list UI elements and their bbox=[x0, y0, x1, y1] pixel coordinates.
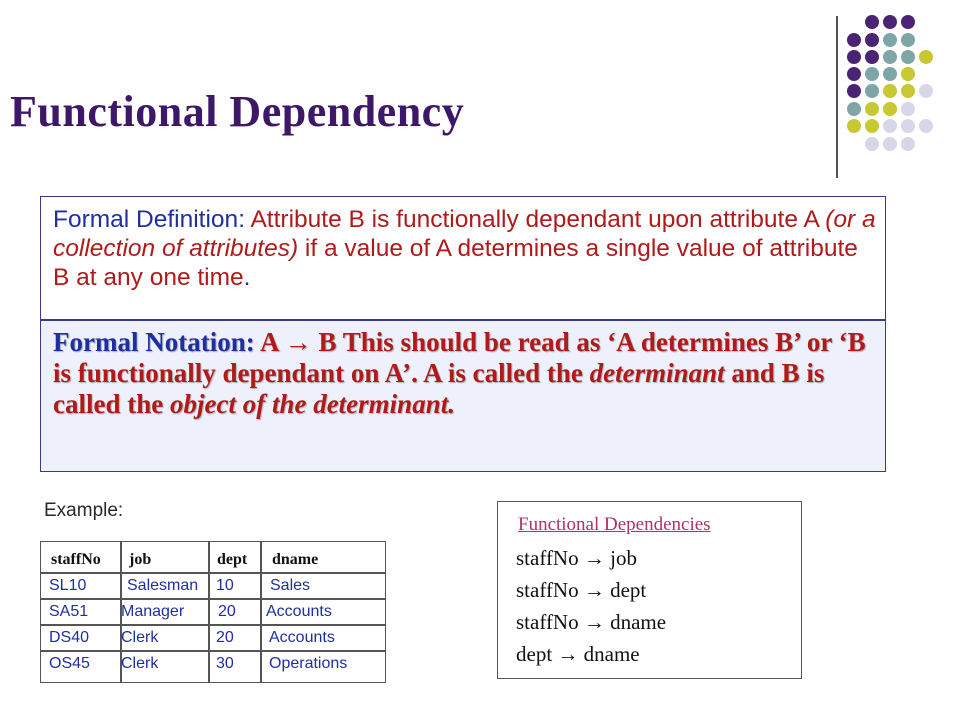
notation-box bbox=[40, 320, 886, 472]
dependency-rhs: dept bbox=[610, 578, 647, 602]
table-row bbox=[41, 626, 385, 651]
table-cell: Operations bbox=[269, 655, 348, 672]
column-header: staffNo bbox=[51, 551, 101, 568]
decorative-dot bbox=[865, 67, 879, 81]
decorative-dot bbox=[883, 15, 897, 29]
table-cell: Salesman bbox=[127, 577, 199, 594]
table-cell: 20 bbox=[216, 629, 234, 646]
table-cell: Clerk bbox=[121, 655, 159, 672]
decorative-dot bbox=[847, 84, 861, 98]
dependency-rhs: dname bbox=[610, 610, 667, 634]
decorative-dot bbox=[865, 137, 879, 151]
decorative-dot bbox=[847, 50, 861, 64]
notation-colon: : bbox=[245, 327, 255, 357]
decorative-dot bbox=[883, 84, 897, 98]
decorative-dot bbox=[901, 84, 915, 98]
decorative-dot bbox=[901, 119, 915, 133]
notation-italic-1: determinant bbox=[589, 358, 725, 388]
decorative-dot bbox=[865, 119, 879, 133]
column-header: dept bbox=[217, 551, 248, 568]
table-cell: Manager bbox=[121, 603, 185, 620]
decorative-dot bbox=[847, 33, 861, 47]
decorative-dot bbox=[901, 15, 915, 29]
column-header: job bbox=[129, 551, 152, 568]
dependency-lhs: dept bbox=[516, 642, 553, 666]
decorative-dot bbox=[901, 67, 915, 81]
dependency-lhs: staffNo bbox=[516, 578, 579, 602]
decorative-dot bbox=[883, 50, 897, 64]
slide-title: Functional Dependency bbox=[10, 87, 465, 136]
dependencies-title: Functional Dependencies bbox=[518, 514, 711, 535]
table-row bbox=[41, 652, 385, 677]
dependency-lhs: staffNo bbox=[516, 546, 579, 570]
decorative-dot bbox=[883, 137, 897, 151]
decorative-divider bbox=[836, 16, 838, 178]
arrow-icon: → bbox=[557, 642, 579, 666]
definition-text-2: if a value of A determines a single value of attribute B at any one time bbox=[53, 235, 858, 291]
decorative-dot-grid bbox=[836, 10, 960, 180]
decorative-dot bbox=[883, 102, 897, 116]
dependency-item bbox=[516, 546, 637, 571]
table-cell: 20 bbox=[218, 603, 236, 620]
table-cell: SA51 bbox=[49, 603, 89, 620]
column-header: dname bbox=[272, 551, 319, 568]
decorative-dot bbox=[901, 50, 915, 64]
decorative-dot bbox=[901, 33, 915, 47]
dependency-item bbox=[516, 610, 666, 635]
decorative-dot bbox=[919, 50, 933, 64]
decorative-dot bbox=[901, 102, 915, 116]
dependency-item bbox=[516, 642, 640, 667]
definition-box bbox=[40, 196, 886, 320]
decorative-dot bbox=[883, 67, 897, 81]
table-cell: Sales bbox=[270, 577, 311, 594]
dependency-rhs: dname bbox=[583, 642, 640, 666]
decorative-dot bbox=[847, 102, 861, 116]
notation-lead: Formal Notation bbox=[53, 327, 246, 357]
arrow-icon: → bbox=[583, 578, 605, 602]
dependency-item bbox=[516, 578, 646, 603]
table-cell: SL10 bbox=[49, 577, 87, 594]
decorative-dot bbox=[865, 102, 879, 116]
notation-italic-2: object of the determinant. bbox=[169, 389, 455, 419]
table-cell: Accounts bbox=[269, 629, 335, 646]
arrow-icon: → bbox=[583, 546, 605, 570]
table-cell: 30 bbox=[216, 655, 234, 672]
arrow-icon: → bbox=[583, 610, 605, 634]
dependency-lhs: staffNo bbox=[516, 610, 579, 634]
decorative-dot bbox=[919, 119, 933, 133]
notation-formula: A → B bbox=[259, 327, 337, 357]
decorative-dot bbox=[883, 119, 897, 133]
definition-text-1: Attribute B is functionally dependant upon attribute A bbox=[245, 206, 826, 233]
decorative-dot bbox=[901, 137, 915, 151]
decorative-dot bbox=[919, 84, 933, 98]
table-header-row bbox=[41, 548, 385, 573]
decorative-dot bbox=[865, 15, 879, 29]
decorative-dot bbox=[865, 84, 879, 98]
table-cell: Clerk bbox=[121, 629, 159, 646]
staff-table bbox=[40, 541, 386, 683]
decorative-dot bbox=[865, 50, 879, 64]
definition-italic: (or a collection of attributes) bbox=[53, 206, 876, 262]
definition-lead: Formal Definition bbox=[53, 206, 239, 233]
table-cell: 10 bbox=[216, 577, 234, 594]
decorative-dot bbox=[865, 33, 879, 47]
decorative-dot bbox=[847, 67, 861, 81]
decorative-dot bbox=[847, 119, 861, 133]
example-label: Example: bbox=[44, 500, 124, 521]
dependency-rhs: job bbox=[610, 546, 637, 570]
notation-text-2: and B is called the bbox=[53, 358, 825, 419]
decorative-dot bbox=[883, 33, 897, 47]
functional-dependencies-box bbox=[497, 501, 802, 679]
table-cell: DS40 bbox=[49, 629, 90, 646]
definition-colon: : bbox=[238, 206, 245, 233]
table-cell: Accounts bbox=[266, 603, 332, 620]
notation-text-1: This should be read as ‘A determines B’ or ‘B is functionally dependant on A’. A is called the bbox=[53, 327, 866, 388]
table-row bbox=[41, 600, 385, 625]
table-cell: OS45 bbox=[49, 655, 90, 672]
definition-end: . bbox=[243, 264, 251, 291]
table-row bbox=[41, 574, 385, 599]
